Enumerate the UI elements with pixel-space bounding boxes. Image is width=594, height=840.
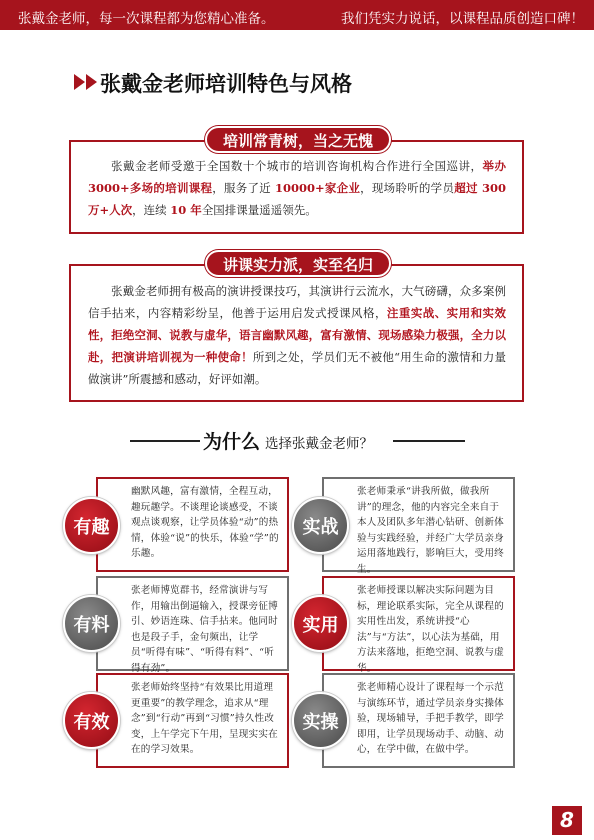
why-rest: 选择张戴金老师？ bbox=[265, 436, 373, 452]
section-strength-heading: 讲课实力派，实至名归 bbox=[205, 250, 391, 277]
feature-card-shicao bbox=[322, 673, 515, 768]
body-text: 张戴金老师拥有极高的演讲授课技巧，其演讲行云流水，大气磅礴，众多案例信手拈来，内容精彩纷呈，他善于运用启发式授课风格， bbox=[88, 284, 506, 320]
feature-card-youqu bbox=[96, 477, 289, 572]
keyword-badge-youxiao: 有效 bbox=[63, 692, 120, 749]
body-text: 全国排课量遥遥领先。 bbox=[201, 203, 317, 217]
body-text: ，连续 bbox=[132, 203, 171, 217]
highlight-text: 注重实战、实用和实效性，拒绝空洞、说教与虚华，语言幽默风趣，富有激情、现场感染力极强，全力以赴，把演讲培训视为一种使命！ bbox=[88, 306, 507, 364]
keyword-badge-shiyong: 实用 bbox=[292, 595, 349, 652]
highlight-text: 超过 300 万+人次 bbox=[88, 181, 506, 217]
why-emphasis: 为什么 bbox=[203, 431, 261, 453]
divider-line bbox=[393, 440, 465, 442]
body-text: ，现场聆听的学员 bbox=[360, 181, 455, 195]
feature-text: 幽默风趣，富有激情，全程互动，趣玩趣学。不谈理论谈感受，不谈观点谈观察，让学员体验“动”的热情，体验“说”的快乐，体验“学”的乐趣。 bbox=[131, 486, 279, 559]
keyword-badge-shicao: 实操 bbox=[292, 692, 349, 749]
section-strength-box bbox=[69, 264, 524, 402]
feature-card-youliao bbox=[96, 576, 289, 674]
feature-text: 张老师授课以解决实际问题为目标，理论联系实际，完全从课程的实用性出发，系统讲授“心法”与“方法”，以心法为基础，用方法来落地，拒绝空洞、说教与虚华。 bbox=[357, 585, 504, 674]
highlight-text: 10 年 bbox=[170, 203, 202, 217]
page-number: 8 bbox=[552, 806, 582, 835]
keyword-badge-youqu: 有趣 bbox=[63, 497, 120, 554]
feature-card-shizhan bbox=[322, 477, 515, 575]
highlight-text: 10000+家企业 bbox=[274, 181, 361, 195]
body-text: 张戴金老师受邀于全国数十个城市的培训咨询机构合作进行全国巡讲， bbox=[111, 159, 483, 173]
divider-line bbox=[130, 440, 200, 442]
page-title: 张戴金老师培训特色与风格 bbox=[100, 72, 352, 96]
top-banner bbox=[0, 0, 594, 30]
banner-left-text: 张戴金老师，每一次课程都为您精心准备。 bbox=[18, 11, 275, 27]
keyword-badge-shizhan: 实战 bbox=[292, 497, 349, 554]
feature-card-youxiao bbox=[96, 673, 289, 768]
feature-text: 张老师秉承“讲我所做，做我所讲”的理念，他的内容完全来自于本人及团队多年潜心钻研、创新体验与实践经验，并经广大学员亲身运用落地践行，影响巨大，受用终生。 bbox=[357, 486, 504, 575]
feature-text: 张老师始终坚持“有效果比用道理更重要”的教学理念，追求从“理念”到“行动”再到“习惯”持久性改变，上午学完下午用，呈现实实在在的学习效果。 bbox=[131, 682, 278, 755]
feature-text: 张老师博览群书，经常演讲与写作，用输出倒逼输入，授课旁征博引、妙语连珠、信手拈来。他同时也是段子手，金句频出，让学员“听得有味”、“听得有料”、“听得有劲”。 bbox=[131, 585, 278, 674]
feature-text: 张老师精心设计了课程每一个示范与演练环节，通过学员亲身实操体验，现场辅导，手把手教学，即学即用，让学员现场动手、动脑、动心，在学中做，在做中学。 bbox=[357, 682, 504, 755]
highlight-text: 举办 3000+多场的培训课程 bbox=[88, 159, 506, 195]
body-text: ，服务了近 bbox=[212, 181, 275, 195]
body-text: 所到之处，学员们无不被他“用生命的激情和力量做演讲”所震撼和感动，好评如潮。 bbox=[88, 350, 506, 386]
section-evergreen-paragraph bbox=[88, 155, 506, 221]
keyword-badge-youliao: 有料 bbox=[63, 595, 120, 652]
why-heading bbox=[130, 427, 465, 453]
section-evergreen-heading: 培训常青树，当之无愧 bbox=[205, 126, 391, 153]
feature-card-shiyong bbox=[322, 576, 515, 674]
banner-right-text: 我们凭实力说话，以课程品质创造口碑！ bbox=[341, 11, 584, 27]
section-strength-paragraph bbox=[88, 280, 506, 390]
